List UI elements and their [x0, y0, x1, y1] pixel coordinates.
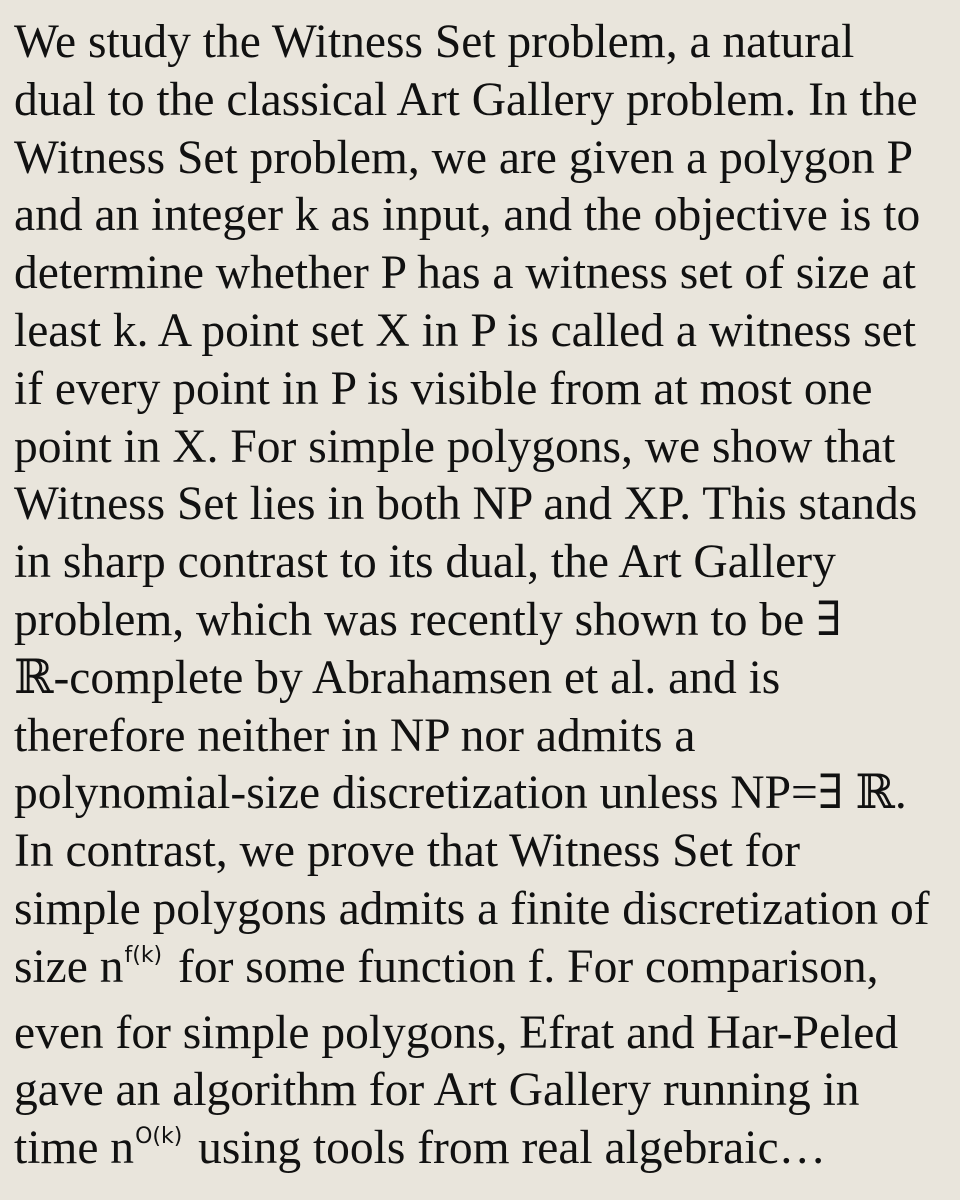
text-line: We study the Witness Set problem, a natural [14, 16, 855, 68]
text-line: point in X. For simple polygons, we show that [14, 420, 896, 473]
text-line: dual to the classical Art Gallery problem. In the [14, 73, 918, 126]
text-line-with-superscript [14, 1120, 948, 1186]
text-line: in sharp contrast to its dual, the Art Gallery [14, 536, 836, 589]
text-line: In contrast, we prove that Witness Set for [14, 825, 801, 878]
text-line: problem, which was recently shown to be ∃ [14, 593, 842, 646]
text-line-with-superscript [14, 939, 948, 1005]
text-line: determine whether P has a witness set of size at [14, 247, 916, 300]
text-fragment: size n [14, 940, 124, 993]
superscript: O(k) [135, 1124, 183, 1150]
text-line: gave an algorithm for Art Gallery running in [14, 1064, 860, 1117]
text-line: ℝ-complete by Abrahamsen et al. and is [14, 651, 781, 704]
text-line: Witness Set problem, we are given a polygon P [14, 131, 914, 184]
text-line: if every point in P is visible from at most one [14, 362, 873, 415]
text-line: least k. A point set X in P is called a witness set [14, 304, 916, 357]
text-fragment: for some function f. For comparison, [166, 940, 879, 993]
text-line: polynomial-size discretization unless NP=∃ ℝ. [14, 767, 907, 820]
text-fragment: time n [14, 1122, 135, 1175]
text-line: simple polygons admits a finite discretization of [14, 882, 930, 935]
text-line: therefore neither in NP nor admits a [14, 709, 696, 762]
superscript: f(k) [124, 942, 163, 968]
text-fragment: using tools from real algebraic… [186, 1122, 827, 1175]
text-line: Witness Set lies in both NP and XP. This stands [14, 478, 918, 531]
text-line: and an integer k as input, and the objective is to [14, 189, 921, 242]
text-line: even for simple polygons, Efrat and Har-Peled [14, 1006, 899, 1059]
